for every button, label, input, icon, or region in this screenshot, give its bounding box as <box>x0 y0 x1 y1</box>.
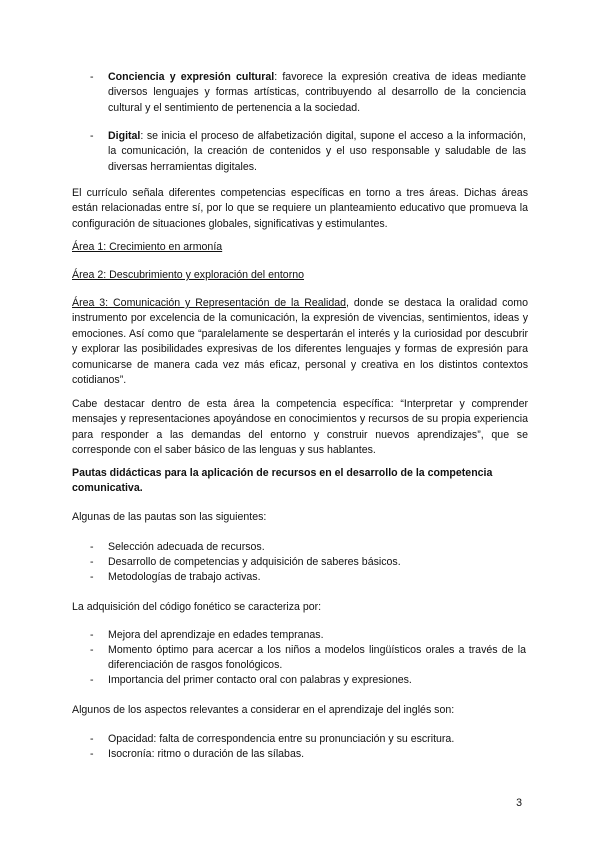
bullet-text: : favorece la expresión creativa de ideas mediante diversos lenguajes y formas artísticas, contribuyendo al desarrollo de la conciencia cultural y el sentimiento de pertenencia a la sociedad. <box>108 71 526 114</box>
fonetico-intro: La adquisición del código fonético se caracteriza por: <box>72 601 322 613</box>
area-3-heading: Área 3: Comunicación y Representación de la Realidad <box>72 297 347 309</box>
bullet-dash: - <box>90 130 94 142</box>
bullet-text: : se inicia el proceso de alfabetización digital, supone el acceso a la información, la comunicación, la creación de contenidos y el uso responsable y saludable de las diversas herramientas digitales. <box>108 130 526 173</box>
bullet-text: Selección adecuada de recursos. <box>108 541 265 553</box>
bullet-text: Opacidad: falta de correspondencia entre su pronunciación y su escritura. <box>108 733 455 745</box>
bullet-text: Isocronía: ritmo o duración de las sílabas. <box>108 748 305 760</box>
bullet-dash: - <box>90 541 94 553</box>
bullet-dash: - <box>90 556 94 568</box>
bullet-text: Momento óptimo para acercar a los niños a modelos lingüísticos orales a través de la diferenciación de rasgos fonológicos. <box>108 644 526 672</box>
pautas-intro: Algunas de las pautas son las siguientes: <box>72 511 267 523</box>
bullet-dash: - <box>90 733 94 745</box>
bullet-dash: - <box>90 71 94 83</box>
bullet-dash: - <box>90 629 94 641</box>
section-heading: Pautas didácticas para la aplicación de recursos en el desarrollo de la competencia comunicativa. <box>72 467 493 495</box>
bullet-text: Importancia del primer contacto oral con palabras y expresiones. <box>108 674 412 686</box>
ingles-intro: Algunos de los aspectos relevantes a considerar en el aprendizaje del inglés son: <box>72 704 455 716</box>
bullet-text: Mejora del aprendizaje en edades tempranas. <box>108 629 324 641</box>
paragraph-cabe: Cabe destacar dentro de esta área la competencia específica: “Interpretar y comprender mensajes y representaciones apoyándose en conocimientos y recursos de su propia experiencia para responder a las demandas del entorno y construir nuevos aprendizajes”, que se corresponde con el saber básico de las lenguas y sus hablantes. <box>72 398 528 457</box>
paragraph-area-3 <box>72 296 528 388</box>
area-2-heading: Área 2: Descubrimiento y exploración del entorno <box>72 269 305 281</box>
bullet-dash: - <box>90 748 94 760</box>
area-1-heading: Área 1: Crecimiento en armonía <box>72 241 223 253</box>
bullet-dash: - <box>90 571 94 583</box>
bullet-text: Metodologías de trabajo activas. <box>108 571 261 583</box>
page-number: 3 <box>516 797 522 809</box>
bullet-dash: - <box>90 674 94 686</box>
area-3-text: , donde se destaca la oralidad como instrumento por excelencia de la comunicación, la expresión de vivencias, sentimientos, ideas y emociones. Así como que “paralelamente se despertarán el interés y la curiosidad por descubrir y explorar las posibilidades expresivas de los diferentes lenguajes y formas de expresión para comunicarse de manera cada vez más eficaz, personal y creativa en los distintos contextos cotidianos”. <box>72 297 528 387</box>
bullet-dash: - <box>90 644 94 656</box>
paragraph-curriculo: El currículo señala diferentes competencias específicas en torno a tres áreas. Dichas áreas están relacionadas entre sí, por lo que se requiere un planteamiento educativo que promueva la configuración de situaciones globales, significativas y estimulantes. <box>72 187 528 230</box>
bullet-term: Conciencia y expresión cultural <box>108 71 275 83</box>
bullet-text: Desarrollo de competencias y adquisición de saberes básicos. <box>108 556 401 568</box>
bullet-term: Digital <box>108 130 141 142</box>
